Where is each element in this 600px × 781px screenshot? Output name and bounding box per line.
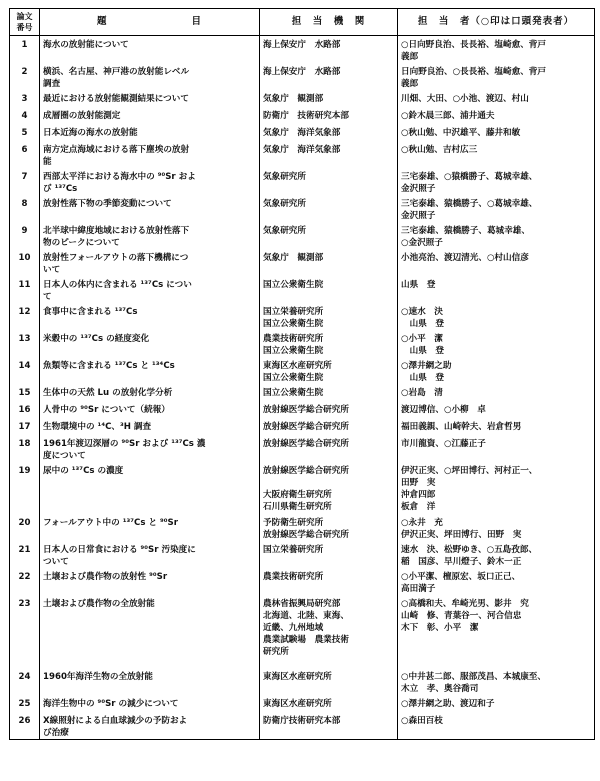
paper-number-cell: 8 xyxy=(10,195,40,222)
paper-number-cell: 7 xyxy=(10,168,40,195)
header-paper-number: 論文 番号 xyxy=(10,9,40,36)
authors-cell: 市川龍資、○江藤正子 xyxy=(398,435,595,462)
table-row xyxy=(10,712,595,740)
title-cell: 土壌および農作物の全放射能 xyxy=(40,595,260,668)
title-cell: 食事中に含まれる ¹³⁷Cs xyxy=(40,303,260,330)
authors-cell: ○鈴木晨三郎、浦井通夫 xyxy=(398,107,595,124)
organization-cell: 東海区水産研究所 xyxy=(260,668,398,695)
organization-cell: 農林省振興局研究部 北海道、北陸、東海、 近畿、九州地域 農業試験場 農業技術 研究所 xyxy=(260,595,398,668)
authors-cell: 渡辺博信、○小柳 卓 xyxy=(398,401,595,418)
title-cell: 土壌および農作物の放射性 ⁹⁰Sr xyxy=(40,568,260,595)
organization-cell: 防衛庁技術研究本部 xyxy=(260,712,398,740)
title-cell: 南方定点海域における落下塵埃の放射 能 xyxy=(40,141,260,168)
organization-cell: 海上保安庁 水路部 xyxy=(260,63,398,90)
title-cell: 日本近海の海水の放射能 xyxy=(40,124,260,141)
paper-number-cell: 5 xyxy=(10,124,40,141)
paper-number-cell: 14 xyxy=(10,357,40,384)
organization-cell: 気象研究所 xyxy=(260,222,398,249)
table-row xyxy=(10,168,595,195)
organization-cell: 防衛庁 技術研究本部 xyxy=(260,107,398,124)
organization-cell: 気象庁 観測部 xyxy=(260,90,398,107)
table-row xyxy=(10,384,595,401)
title-cell: 米穀中の ¹³⁷Cs の経度変化 xyxy=(40,330,260,357)
organization-cell: 予防衛生研究所 放射線医学総合研究所 xyxy=(260,514,398,541)
organization-cell: 放射線医学総合研究所 xyxy=(260,401,398,418)
paper-number-cell: 23 xyxy=(10,595,40,668)
title-cell: 最近における放射能観測結果について xyxy=(40,90,260,107)
authors-cell: 伊沢正実、○坪田博行、河村正一、 田野 実 沖倉四郎 板倉 洋 xyxy=(398,462,595,514)
organization-cell: 国立公衆衛生院 xyxy=(260,384,398,401)
organization-cell: 国立栄養研究所 国立公衆衛生院 xyxy=(260,303,398,330)
paper-number-cell: 15 xyxy=(10,384,40,401)
organization-cell: 農業技術研究所 国立公衆衛生院 xyxy=(260,330,398,357)
authors-cell: 三宅泰雄、猿橋勝子、葛城幸雄、 ○金沢照子 xyxy=(398,222,595,249)
table-row xyxy=(10,695,595,712)
title-cell: 生体中の天然 Lu の放射化学分析 xyxy=(40,384,260,401)
organization-cell: 国立公衆衛生院 xyxy=(260,276,398,303)
table-row xyxy=(10,90,595,107)
authors-cell: 速水 決、松野ゆき、○五島孜郎、 稲 国彦、早川燈子、鈴木一正 xyxy=(398,541,595,568)
authors-cell: ○岩島 清 xyxy=(398,384,595,401)
table-row xyxy=(10,124,595,141)
paper-number-cell: 18 xyxy=(10,435,40,462)
table-row xyxy=(10,36,595,64)
title-cell: 横浜、名古屋、神戸港の放射能レベル 調査 xyxy=(40,63,260,90)
table-row xyxy=(10,541,595,568)
table-row xyxy=(10,595,595,668)
paper-number-cell: 1 xyxy=(10,36,40,64)
presentation-table xyxy=(9,8,595,740)
authors-cell: ○秋山勉、吉村広三 xyxy=(398,141,595,168)
table-row xyxy=(10,418,595,435)
header-organization: 担 当 機 関 xyxy=(260,9,398,36)
title-cell: 1960年海洋生物の全放射能 xyxy=(40,668,260,695)
table-row xyxy=(10,514,595,541)
organization-cell: 気象庁 海洋気象部 xyxy=(260,124,398,141)
table-row xyxy=(10,141,595,168)
header-authors: 担 当 者（○印は口頭発表者） xyxy=(398,9,595,36)
authors-cell: ○森田百枝 xyxy=(398,712,595,740)
table-row xyxy=(10,303,595,330)
paper-number-cell: 2 xyxy=(10,63,40,90)
title-cell: 放射性落下物の季節変動について xyxy=(40,195,260,222)
authors-cell: ○澤井網之助 山県 登 xyxy=(398,357,595,384)
authors-cell: ○日向野良治、長長裕、塩崎愈、背戸 義郎 xyxy=(398,36,595,64)
title-cell: 尿中の ¹³⁷Cs の濃度 xyxy=(40,462,260,514)
paper-number-cell: 17 xyxy=(10,418,40,435)
table-row xyxy=(10,249,595,276)
authors-cell: 山県 登 xyxy=(398,276,595,303)
paper-number-cell: 26 xyxy=(10,712,40,740)
authors-cell: 三宅泰雄、○猿橋勝子、葛城幸雄、 金沢照子 xyxy=(398,168,595,195)
table-row xyxy=(10,107,595,124)
organization-cell: 気象庁 観測部 xyxy=(260,249,398,276)
table-row xyxy=(10,401,595,418)
authors-cell: ○速水 決 山県 登 xyxy=(398,303,595,330)
authors-cell: ○永井 充 伊沢正実、坪田博行、田野 実 xyxy=(398,514,595,541)
table-row xyxy=(10,276,595,303)
paper-number-cell: 13 xyxy=(10,330,40,357)
table-row xyxy=(10,63,595,90)
organization-cell: 気象庁 海洋気象部 xyxy=(260,141,398,168)
title-cell: 海水の放射能について xyxy=(40,36,260,64)
title-cell: 放射性フォールアウトの落下機構につ いて xyxy=(40,249,260,276)
authors-cell: ○小平潔、檀原宏、坂口正己、 高田満子 xyxy=(398,568,595,595)
header-title: 題 目 xyxy=(40,9,260,36)
organization-cell: 放射線医学総合研究所 大阪府衛生研究所 石川県衛生研究所 xyxy=(260,462,398,514)
organization-cell: 気象研究所 xyxy=(260,168,398,195)
paper-number-cell: 10 xyxy=(10,249,40,276)
table-row xyxy=(10,435,595,462)
authors-cell: ○澤井網之助、渡辺和子 xyxy=(398,695,595,712)
paper-number-cell: 19 xyxy=(10,462,40,514)
organization-cell: 東海区水産研究所 xyxy=(260,695,398,712)
table-header-row xyxy=(10,9,595,36)
organization-cell: 国立栄養研究所 xyxy=(260,541,398,568)
authors-cell: ○中井甚二郎、服部茂昌、本城康至、 木立 孝、奥谷喬司 xyxy=(398,668,595,695)
authors-cell: 川畑、大田、○小池、渡辺、村山 xyxy=(398,90,595,107)
paper-number-cell: 16 xyxy=(10,401,40,418)
authors-cell: 三宅泰雄、猿橋勝子、○葛城幸雄、 金沢照子 xyxy=(398,195,595,222)
paper-number-cell: 21 xyxy=(10,541,40,568)
authors-cell: 日向野良治、○長長裕、塩崎愈、背戸 義郎 xyxy=(398,63,595,90)
paper-number-cell: 4 xyxy=(10,107,40,124)
title-cell: 人骨中の ⁹⁰Sr について（続報） xyxy=(40,401,260,418)
authors-cell: ○秋山勉、中沢雄平、藤井和敏 xyxy=(398,124,595,141)
title-cell: 海洋生物中の ⁹⁰Sr の減少について xyxy=(40,695,260,712)
title-cell: 西部太平洋における海水中の ⁹⁰Sr およ び ¹³⁷Cs xyxy=(40,168,260,195)
table-row xyxy=(10,462,595,514)
organization-cell: 放射線医学総合研究所 xyxy=(260,418,398,435)
table-row xyxy=(10,195,595,222)
title-cell: 生物環境中の ¹⁴C、³H 調査 xyxy=(40,418,260,435)
table-row xyxy=(10,222,595,249)
organization-cell: 気象研究所 xyxy=(260,195,398,222)
paper-number-cell: 24 xyxy=(10,668,40,695)
authors-cell: 福田義親、山崎幹夫、岩倉哲男 xyxy=(398,418,595,435)
paper-number-cell: 3 xyxy=(10,90,40,107)
paper-number-cell: 6 xyxy=(10,141,40,168)
title-cell: 魚類等に含まれる ¹³⁷Cs と ¹³⁴Cs xyxy=(40,357,260,384)
paper-number-cell: 20 xyxy=(10,514,40,541)
organization-cell: 放射線医学総合研究所 xyxy=(260,435,398,462)
table-row xyxy=(10,568,595,595)
title-cell: 日本人の体内に含まれる ¹³⁷Cs につい て xyxy=(40,276,260,303)
authors-cell: ○高橋和夫、牟崎光男、影井 究 山崎 修、青葉谷一、河合信忠 木下 彰、小平 潔 xyxy=(398,595,595,668)
organization-cell: 海上保安庁 水路部 xyxy=(260,36,398,64)
table-row xyxy=(10,357,595,384)
organization-cell: 東海区水産研究所 国立公衆衛生院 xyxy=(260,357,398,384)
table-row xyxy=(10,668,595,695)
title-cell: X線照射による白血球減少の予防およ び治療 xyxy=(40,712,260,740)
authors-cell: 小池亮治、渡辺清光、○村山信彦 xyxy=(398,249,595,276)
organization-cell: 農業技術研究所 xyxy=(260,568,398,595)
authors-cell: ○小平 潔 山県 登 xyxy=(398,330,595,357)
title-cell: 成層圏の放射能測定 xyxy=(40,107,260,124)
title-cell: 日本人の日常食における ⁹⁰Sr 汚染度に ついて xyxy=(40,541,260,568)
paper-number-cell: 12 xyxy=(10,303,40,330)
table-row xyxy=(10,330,595,357)
title-cell: フォールアウト中の ¹³⁷Cs と ⁹⁰Sr xyxy=(40,514,260,541)
paper-number-cell: 11 xyxy=(10,276,40,303)
paper-number-cell: 25 xyxy=(10,695,40,712)
title-cell: 1961年渡辺深層の ⁹⁰Sr および ¹³⁷Cs 濃 度について xyxy=(40,435,260,462)
paper-number-cell: 9 xyxy=(10,222,40,249)
title-cell: 北半球中緯度地域における放射性落下 物のピークについて xyxy=(40,222,260,249)
paper-number-cell: 22 xyxy=(10,568,40,595)
